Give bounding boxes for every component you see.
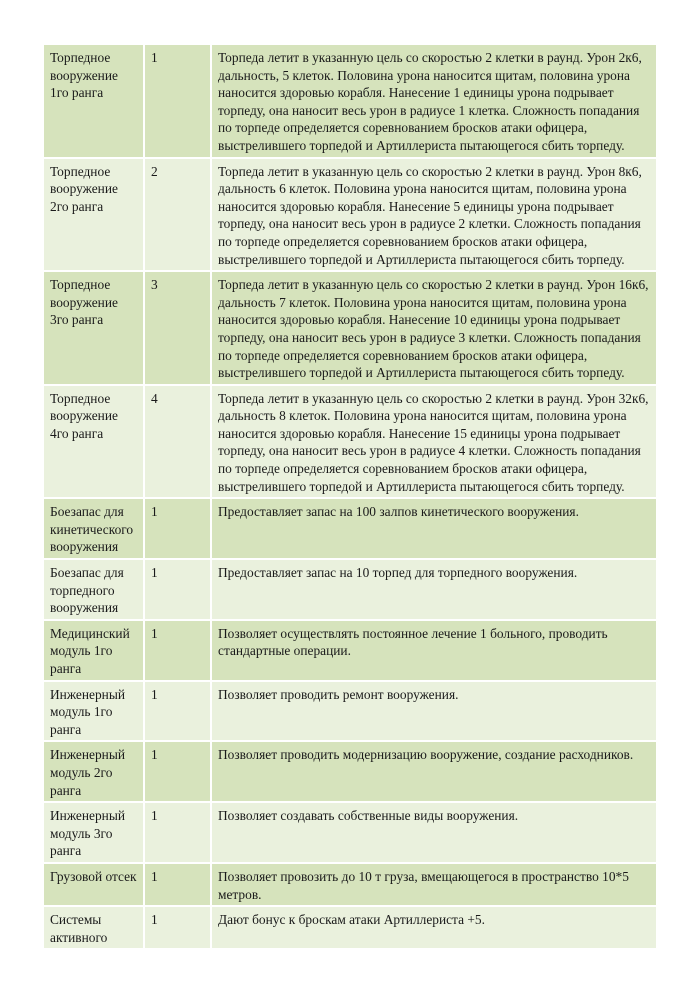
table-row <box>43 559 657 620</box>
table-row <box>43 681 657 742</box>
module-description: Позволяет провозить до 10 т груза, вмещающегося в пространство 10*5 метров. <box>211 863 657 906</box>
module-name: Боезапас для кинетического вооружения <box>43 498 144 559</box>
module-description: Позволяет проводить ремонт вооружения. <box>211 681 657 742</box>
module-rank: 1 <box>144 681 211 742</box>
module-name: Боезапас для торпедного вооружения <box>43 559 144 620</box>
table-row <box>43 863 657 906</box>
module-description: Позволяет осуществлять постоянное лечение 1 больного, проводить стандартные операции. <box>211 620 657 681</box>
module-rank: 1 <box>144 863 211 906</box>
module-description: Предоставляет запас на 10 торпед для торпедного вооружения. <box>211 559 657 620</box>
table-row <box>43 620 657 681</box>
table-row <box>43 158 657 272</box>
module-rank: 4 <box>144 385 211 499</box>
module-description: Торпеда летит в указанную цель со скоростью 2 клетки в раунд. Урон 8к6, дальность 6 клеток. Половина урона наносится щитам, половина урона наносится здоровью корабля. Нанесение 5 единицы урона подрывает торпеду, она наносит весь урон в радиусе 2 клетки. Сложность попадания по торпеде определяется соревнованием бросков атаки офицера, выстрелившего торпедой и Артиллериста пытающегося сбить торпеду. <box>211 158 657 272</box>
table-row <box>43 802 657 863</box>
module-description: Торпеда летит в указанную цель со скоростью 2 клетки в раунд. Урон 2к6, дальность, 5 клеток. Половина урона наносится щитам, половина урона наносится здоровью корабля. Нанесение 1 единицы урона подрывает торпеду, она наносит весь урон в радиусе 1 клетка. Сложность попадания по торпеде определяется соревнованием бросков атаки офицера, выстрелившего торпедой и Артиллериста пытающегося сбить торпеду. <box>211 44 657 158</box>
module-name: Торпедное вооружение 4го ранга <box>43 385 144 499</box>
module-rank: 1 <box>144 44 211 158</box>
table-row <box>43 906 657 949</box>
module-rank: 1 <box>144 559 211 620</box>
module-rank: 1 <box>144 498 211 559</box>
module-name: Торпедное вооружение 3го ранга <box>43 271 144 385</box>
module-description: Позволяет проводить модернизацию вооружение, создание расходников. <box>211 741 657 802</box>
module-description: Позволяет создавать собственные виды вооружения. <box>211 802 657 863</box>
module-name: Инженерный модуль 2го ранга <box>43 741 144 802</box>
module-description: Предоставляет запас на 100 залпов кинетического вооружения. <box>211 498 657 559</box>
module-rank: 1 <box>144 906 211 949</box>
module-name: Инженерный модуль 1го ранга <box>43 681 144 742</box>
table-row <box>43 44 657 158</box>
ship-modules-table <box>42 43 658 950</box>
module-name: Инженерный модуль 3го ранга <box>43 802 144 863</box>
table-row <box>43 385 657 499</box>
module-name: Торпедное вооружение 1го ранга <box>43 44 144 158</box>
table-row <box>43 498 657 559</box>
module-rank: 2 <box>144 158 211 272</box>
module-name: Системы активного <box>43 906 144 949</box>
module-name: Грузовой отсек <box>43 863 144 906</box>
module-rank: 1 <box>144 620 211 681</box>
module-name: Торпедное вооружение 2го ранга <box>43 158 144 272</box>
module-description: Дают бонус к броскам атаки Артиллериста +5. <box>211 906 657 949</box>
table-row <box>43 271 657 385</box>
module-description: Торпеда летит в указанную цель со скоростью 2 клетки в раунд. Урон 16к6, дальность 7 клеток. Половина урона наносится щитам, половина урона наносится здоровью корабля. Нанесение 10 единицы урона подрывает торпеду, она наносит весь урон в радиусе 3 клетки. Сложность попадания по торпеде определяется соревнованием бросков атаки офицера, выстрелившего торпедой и Артиллериста пытающегося сбить торпеду. <box>211 271 657 385</box>
table-row <box>43 741 657 802</box>
module-name: Медицинский модуль 1го ранга <box>43 620 144 681</box>
document-page <box>42 43 656 950</box>
module-rank: 1 <box>144 741 211 802</box>
module-description: Торпеда летит в указанную цель со скоростью 2 клетки в раунд. Урон 32к6, дальность 8 клеток. Половина урона наносится щитам, половина урона наносится здоровью корабля. Нанесение 15 единицы урона подрывает торпеду, она наносит весь урон в радиусе 4 клетки. Сложность попадания по торпеде определяется соревнованием бросков атаки офицера, выстрелившего торпедой и Артиллериста пытающегося сбить торпеду. <box>211 385 657 499</box>
module-rank: 1 <box>144 802 211 863</box>
module-rank: 3 <box>144 271 211 385</box>
